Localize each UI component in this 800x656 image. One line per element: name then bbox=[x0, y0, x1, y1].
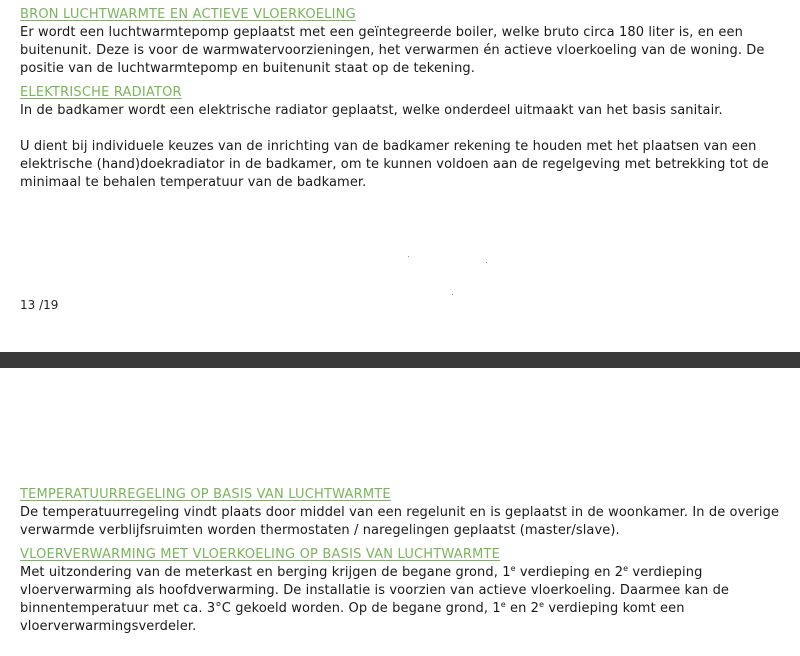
section-paragraph-radiator-2: U dient bij individuele keuzes van de inrichting van de badkamer rekening te houden met het plaatsen van een elektrische (hand)doekradiator in de badkamer, om te kunnen voldoen aan de regelgeving met betrekking tot de minimaal te behalen temperatuur van de badkamer. bbox=[20, 139, 769, 190]
section-paragraph-vloerverwarming: Met uitzondering van de meterkast en berging krijgen de begane grond, 1e verdieping en 2e verdieping vloerverwarming als hoofdverwarming. De installatie is voorzien van actieve vloerkoeling. Daarmee kan de binnentemperatuur met ca. 3°C gekoeld worden. Op de begane grond, 1e en 2e verdieping komt een vloerverwarmingsverdeler. bbox=[20, 564, 730, 634]
section-paragraph-bron: Er wordt een luchtwarmtepomp geplaatst met een geïntegreerde boiler, welke bruto circa 180 liter is, en een buitenunit. Deze is voor de warmwatervoorzieningen, het verwarmen én actieve vloerkoeling van de woning. De positie van de luchtwarmtepomp en buitenunit staat op de tekening. bbox=[20, 25, 765, 76]
page-content bbox=[20, 6, 780, 192]
section-heading-bron: BRON LUCHTWARMTE EN ACTIEVE VLOERKOELING bbox=[20, 7, 356, 22]
section-paragraph-temperatuurregeling: De temperatuurregeling vindt plaats door middel van een regelunit en is geplaatst in de woonkamer. In de overige verwarmde verblijfsruimten worden thermostaten / naregelingen geplaatst (master/slave). bbox=[20, 505, 780, 538]
section-heading-temperatuurregeling: TEMPERATUURREGELING OP BASIS VAN LUCHTWARMTE bbox=[20, 487, 391, 502]
page-number: 13 /19 bbox=[20, 298, 59, 312]
document-page-14 bbox=[0, 368, 800, 656]
section-paragraph-radiator-1: In de badkamer wordt een elektrische radiator geplaatst, welke onderdeel uitmaakt van het basis sanitair. bbox=[20, 103, 723, 118]
section-heading-radiator: ELEKTRISCHE RADIATOR bbox=[20, 85, 182, 100]
page-separator bbox=[0, 352, 800, 368]
section-heading-vloerverwarming: VLOERVERWARMING MET VLOERKOELING OP BASIS VAN LUCHTWARMTE bbox=[20, 547, 501, 562]
page-content bbox=[20, 486, 780, 636]
